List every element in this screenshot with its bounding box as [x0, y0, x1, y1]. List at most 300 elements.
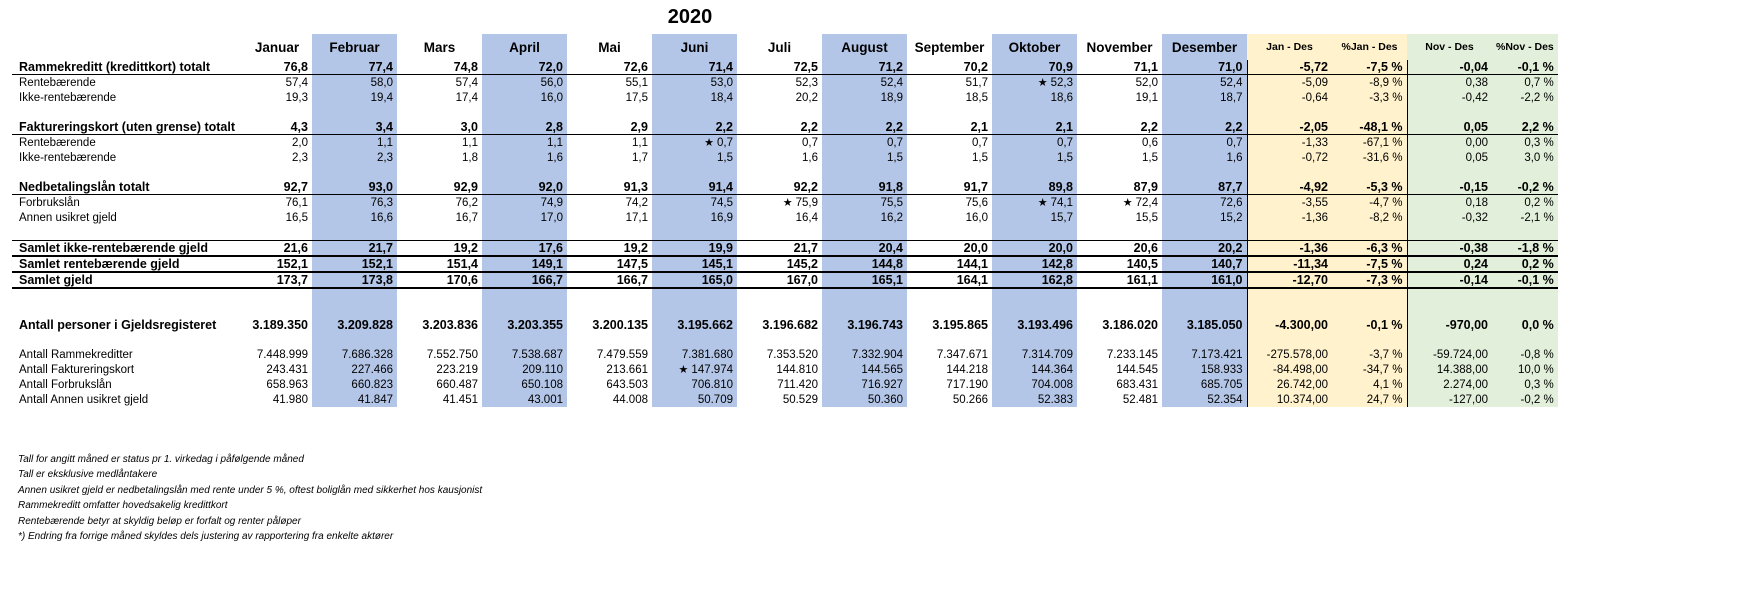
value-cell [1492, 75, 1558, 91]
value-cell [1077, 392, 1162, 407]
value-cell [1162, 135, 1247, 151]
value-cell [1162, 180, 1247, 195]
value-cell [1162, 318, 1247, 332]
table-row [12, 90, 1558, 105]
spacer-cell [907, 105, 992, 120]
value-cell [1077, 347, 1162, 362]
value-cell [1332, 392, 1407, 407]
cell-value: 18,6 [1050, 91, 1073, 104]
cell-value: 7.233.145 [1106, 348, 1158, 361]
cell-value: -275.578,00 [1266, 348, 1328, 361]
value-cell [242, 210, 312, 225]
cell-value: 1,5 [1142, 151, 1158, 164]
cell-value: -48,1 % [1359, 120, 1403, 134]
value-cell [242, 75, 312, 91]
value-cell [567, 256, 652, 272]
header-pct-nov-des: %Nov - Des [1492, 34, 1558, 60]
header-januar: Januar [254, 39, 300, 55]
cell-value: -2,05 [1299, 120, 1328, 134]
cell-value: 716.927 [861, 378, 903, 391]
value-cell [312, 180, 397, 195]
cell-value: 21,6 [283, 241, 308, 255]
value-cell [1247, 75, 1332, 91]
cell-value: 93,0 [368, 180, 393, 194]
value-cell [1492, 392, 1558, 407]
value-cell [822, 180, 907, 195]
cell-value: -970,00 [1445, 318, 1488, 332]
value-cell [567, 90, 652, 105]
table-row [12, 318, 1558, 332]
cell-value: 167,0 [786, 273, 818, 287]
value-cell [567, 150, 652, 165]
cell-value: 19,9 [708, 241, 733, 255]
spacer-cell [1162, 225, 1247, 241]
header-oktober: Oktober [992, 34, 1077, 60]
row-label: Faktureringskort (uten grense) totalt [12, 120, 242, 135]
value-cell [737, 241, 822, 257]
spacer-cell [312, 225, 397, 241]
spacer-cell [1247, 165, 1332, 180]
cell-value: 158.933 [1200, 363, 1243, 376]
cell-value: -8,9 % [1369, 76, 1403, 89]
row-label: Antall personer i Gjeldsregisteret [19, 318, 217, 332]
cell-value: 15,7 [1050, 211, 1073, 224]
cell-value: 7.353.520 [766, 348, 818, 361]
cell-value: 71,1 [1133, 60, 1158, 74]
cell-value: 16,9 [710, 211, 733, 224]
row-label: Rammekreditt (kredittkort) totalt [12, 60, 242, 75]
spacer-cell [652, 288, 737, 318]
value-cell [652, 362, 737, 377]
value-cell [312, 210, 397, 225]
footnote-line: Annen usikret gjeld er nedbetalingslån med rente under 5 %, oftest boliglån med sikkerhet hos kausjonist [18, 484, 483, 496]
value-cell [1077, 90, 1162, 105]
cell-value: 16,4 [795, 211, 818, 224]
cell-value: 3,0 [460, 120, 478, 134]
value-cell [312, 75, 397, 91]
value-cell [1247, 392, 1332, 407]
value-cell [907, 135, 992, 151]
cell-value: 144,1 [956, 257, 988, 271]
cell-value: 3,0 % [1524, 151, 1554, 164]
value-cell [907, 180, 992, 195]
table-row [12, 150, 1558, 165]
spacer-cell [1492, 225, 1558, 241]
value-cell [822, 195, 907, 211]
header-november: November [1086, 39, 1153, 55]
cell-value: 227.466 [351, 363, 393, 376]
cell-value: 0,24 [1463, 257, 1488, 271]
value-cell [397, 120, 482, 135]
table-row [12, 272, 1558, 288]
cell-value: 152,1 [361, 257, 393, 271]
spacer-cell [737, 288, 822, 318]
cell-value: 52.481 [1122, 393, 1158, 406]
spacer-cell [1077, 165, 1162, 180]
cell-value: 56,0 [540, 76, 563, 89]
cell-value: 26.742,00 [1276, 378, 1328, 391]
spacer-cell [652, 225, 737, 241]
header-august: August [822, 34, 907, 60]
spacer-cell [822, 105, 907, 120]
value-cell [1407, 150, 1492, 165]
value-cell [567, 180, 652, 195]
spacer-cell [1332, 332, 1407, 347]
value-cell [242, 90, 312, 105]
cell-value: 17,5 [625, 91, 648, 104]
cell-value: 16,7 [455, 211, 478, 224]
value-cell [652, 256, 737, 272]
value-cell [1077, 241, 1162, 257]
value-cell [482, 135, 567, 151]
footnotes [18, 452, 482, 544]
value-cell [312, 195, 397, 211]
value-cell [907, 318, 992, 332]
footnote-line: Tall for angitt måned er status pr 1. virkedag i påfølgende måned [18, 454, 304, 465]
cell-value: 145,1 [701, 257, 733, 271]
cell-value: 1,5 [972, 151, 988, 164]
cell-value: 91,7 [963, 180, 988, 194]
cell-value: 92,9 [453, 180, 478, 194]
footnote-line: *) Endring fra forrige måned skyldes dels justering av rapportering fra enkelte aktører [18, 531, 394, 543]
cell-value: 72,0 [538, 60, 563, 74]
spacer-cell [1247, 288, 1332, 318]
value-cell [652, 135, 737, 151]
cell-value: 72,6 [623, 60, 648, 74]
value-cell [397, 272, 482, 288]
value-cell [992, 256, 1077, 272]
spacer-cell [1407, 332, 1492, 347]
cell-value: 75,5 [880, 196, 903, 209]
value-cell [242, 362, 312, 377]
value-cell [482, 150, 567, 165]
row-label: Ikke-rentebærende [19, 91, 117, 104]
footnote-line: Tall er eksklusive medlåntakere [18, 469, 158, 481]
value-cell [397, 150, 482, 165]
cell-value: 21,7 [368, 241, 393, 255]
cell-value: 55,1 [625, 76, 648, 89]
table-row [12, 256, 1558, 272]
cell-value: 16,0 [965, 211, 988, 224]
value-cell [1332, 195, 1407, 211]
value-cell [397, 377, 482, 392]
cell-value: 706.810 [691, 378, 733, 391]
spacer-row [12, 288, 1558, 318]
spacer-cell [1247, 332, 1332, 347]
row-label: Ikke-rentebærende [19, 151, 117, 164]
cell-value: 1,1 [547, 136, 563, 149]
spacer-row [12, 165, 1558, 180]
cell-value: 2,1 [970, 120, 988, 134]
spacer-cell [242, 225, 312, 241]
value-cell [397, 180, 482, 195]
value-cell [567, 60, 652, 75]
table-row [12, 195, 1558, 211]
cell-value: 7.552.750 [426, 348, 478, 361]
value-cell [737, 272, 822, 288]
value-cell [482, 377, 567, 392]
cell-value: -0,32 [1461, 211, 1488, 224]
value-cell [1077, 377, 1162, 392]
value-cell [312, 347, 397, 362]
value-cell [397, 392, 482, 407]
cell-value: 3.209.828 [337, 318, 393, 332]
cell-value: 140,5 [1126, 257, 1158, 271]
cell-value: 50.709 [697, 393, 733, 406]
cell-value: 3.200.135 [592, 318, 648, 332]
value-cell [652, 60, 737, 75]
cell-value: 0,7 [1057, 136, 1073, 149]
value-cell [822, 362, 907, 377]
cell-value: 4,3 [290, 120, 308, 134]
value-cell [822, 241, 907, 257]
value-cell [1162, 362, 1247, 377]
spacer-cell [12, 165, 242, 180]
value-cell [1332, 90, 1407, 105]
cell-value: 7.173.421 [1191, 348, 1243, 361]
value-cell [482, 347, 567, 362]
cell-value: 165,1 [871, 273, 903, 287]
value-cell [242, 150, 312, 165]
cell-value: 2,2 % [1521, 120, 1554, 134]
value-cell [992, 90, 1077, 105]
year-title: 2020 [667, 6, 713, 28]
row-label: Annen usikret gjeld [19, 211, 117, 224]
spacer-cell [242, 332, 312, 347]
cell-value: 87,7 [1218, 180, 1243, 194]
cell-value: 74,1 [1050, 197, 1073, 209]
cell-value: 166,7 [616, 273, 648, 287]
cell-value: 1,8 [462, 151, 478, 164]
value-cell [1077, 256, 1162, 272]
value-cell [1332, 272, 1407, 288]
cell-value: 52.383 [1037, 393, 1073, 406]
cell-value: 0,7 [1226, 136, 1243, 149]
cell-value: 58,0 [370, 76, 393, 89]
cell-value: -0,15 [1459, 180, 1488, 194]
spacer-cell [12, 332, 242, 347]
star-icon: ★ [704, 137, 714, 149]
value-cell [1077, 135, 1162, 151]
cell-value: 0,7 [887, 136, 903, 149]
cell-value: -1,36 [1299, 241, 1328, 255]
cell-value: -0,42 [1461, 91, 1488, 104]
value-cell [1247, 362, 1332, 377]
value-cell [397, 318, 482, 332]
cell-value: -7,5 % [1366, 257, 1403, 271]
cell-value: 16,0 [540, 91, 563, 104]
cell-value: 70,9 [1048, 60, 1073, 74]
cell-value: -6,3 % [1366, 241, 1403, 255]
value-cell [242, 318, 312, 332]
spacer-cell [397, 288, 482, 318]
cell-value: -5,09 [1301, 76, 1328, 89]
cell-value: 243.431 [266, 363, 308, 376]
value-cell [737, 195, 822, 211]
value-cell [992, 347, 1077, 362]
value-cell [737, 135, 822, 151]
spacer-cell [12, 225, 242, 241]
value-cell [567, 241, 652, 257]
value-cell [312, 150, 397, 165]
value-cell [652, 347, 737, 362]
value-cell [1077, 272, 1162, 288]
cell-value: 41.980 [272, 393, 308, 406]
cell-value: 19,2 [453, 241, 478, 255]
cell-value: 71,2 [878, 60, 903, 74]
value-cell [1162, 392, 1247, 407]
value-cell [312, 318, 397, 332]
value-cell [482, 210, 567, 225]
value-cell [1077, 120, 1162, 135]
cell-value: 50.529 [782, 393, 818, 406]
value-cell [907, 362, 992, 377]
cell-value: 3.193.496 [1017, 318, 1073, 332]
cell-value: 51,7 [965, 76, 988, 89]
value-cell [1162, 377, 1247, 392]
spacer-cell [1492, 165, 1558, 180]
value-cell [482, 90, 567, 105]
cell-value: 144.810 [776, 363, 818, 376]
cell-value: 17,0 [540, 211, 563, 224]
value-cell [1162, 60, 1247, 75]
value-cell [397, 195, 482, 211]
cell-value: 41.847 [357, 393, 393, 406]
cell-value: 643.503 [606, 378, 648, 391]
cell-value: 92,2 [793, 180, 818, 194]
cell-value: -1,8 % [1517, 241, 1554, 255]
cell-value: 7.381.680 [681, 348, 733, 361]
cell-value: 16,2 [880, 211, 903, 224]
value-cell [397, 75, 482, 91]
table-row [12, 392, 1558, 407]
value-cell [652, 210, 737, 225]
header-april: April [482, 34, 567, 60]
value-cell [242, 120, 312, 135]
value-cell [822, 120, 907, 135]
value-cell [652, 318, 737, 332]
value-cell [1077, 210, 1162, 225]
header-row [12, 34, 1558, 60]
cell-value: 0,7 [802, 136, 818, 149]
cell-value: 3.196.743 [847, 318, 903, 332]
value-cell [652, 150, 737, 165]
spacer-cell [737, 105, 822, 120]
value-cell [1407, 318, 1492, 332]
value-cell [1332, 180, 1407, 195]
cell-value: 20,2 [795, 91, 818, 104]
value-cell [312, 392, 397, 407]
value-cell [482, 180, 567, 195]
cell-value: 16,5 [285, 211, 308, 224]
value-cell [992, 272, 1077, 288]
cell-value: 2,2 [1140, 120, 1158, 134]
cell-value: 3.195.865 [932, 318, 988, 332]
cell-value: -127,00 [1448, 393, 1488, 406]
row-label: Rentebærende [19, 76, 96, 89]
cell-value: 2,0 [292, 136, 308, 149]
value-cell [1162, 272, 1247, 288]
value-cell [242, 347, 312, 362]
value-cell [1492, 150, 1558, 165]
cell-value: -8,2 % [1369, 211, 1403, 224]
value-cell [242, 135, 312, 151]
header-juli: Juli [767, 39, 792, 55]
spacer-cell [397, 165, 482, 180]
value-cell [567, 392, 652, 407]
cell-value: 685.705 [1200, 378, 1243, 391]
value-cell [1247, 90, 1332, 105]
cell-value: 74,2 [625, 196, 648, 209]
value-cell [567, 195, 652, 211]
value-cell [1162, 241, 1247, 257]
value-cell [1247, 347, 1332, 362]
cell-value: -5,3 % [1366, 180, 1403, 194]
value-cell [567, 75, 652, 91]
cell-value: 3.203.836 [422, 318, 478, 332]
cell-value: -0,8 % [1520, 348, 1554, 361]
value-cell [312, 377, 397, 392]
row-label: Rentebærende [19, 136, 96, 149]
row-label: Samlet gjeld [12, 272, 242, 288]
cell-value: 145,2 [786, 257, 818, 271]
cell-value: 20,0 [1048, 241, 1073, 255]
value-cell [1162, 195, 1247, 211]
spacer-cell [652, 165, 737, 180]
debt-table [12, 34, 1558, 407]
value-cell [1332, 60, 1407, 75]
cell-value: 7.448.999 [256, 348, 308, 361]
value-cell [1247, 272, 1332, 288]
cell-value: -5,72 [1299, 60, 1328, 74]
spacer-cell [992, 105, 1077, 120]
cell-value: 75,9 [795, 197, 818, 209]
spacer-cell [1332, 288, 1407, 318]
value-cell [567, 318, 652, 332]
cell-value: -59.724,00 [1433, 348, 1488, 361]
cell-value: 161,0 [1211, 273, 1243, 287]
cell-value: -3,7 % [1369, 348, 1403, 361]
cell-value: 70,2 [963, 60, 988, 74]
value-cell [1332, 75, 1407, 91]
cell-value: 658.963 [266, 378, 308, 391]
header-pct-jan-des: %Jan - Des [1332, 34, 1407, 60]
cell-value: 2,9 [630, 120, 648, 134]
cell-value: 0,3 % [1524, 378, 1554, 391]
cell-value: 52.354 [1207, 393, 1243, 406]
cell-value: 0,2 % [1524, 196, 1554, 209]
cell-value: 76,3 [370, 196, 393, 209]
spacer-cell [1247, 105, 1332, 120]
spacer-cell [312, 332, 397, 347]
cell-value: 87,9 [1133, 180, 1158, 194]
cell-value: 0,2 % [1521, 257, 1554, 271]
spacer-cell [1407, 225, 1492, 241]
value-cell [1407, 90, 1492, 105]
value-cell [992, 362, 1077, 377]
value-cell [482, 256, 567, 272]
spacer-cell [907, 288, 992, 318]
cell-value: -3,55 [1301, 196, 1328, 209]
star-icon: ★ [1037, 197, 1048, 209]
spacer-cell [1407, 165, 1492, 180]
cell-value: 3,4 [375, 120, 393, 134]
value-cell [652, 90, 737, 105]
star-icon: ★ [1037, 77, 1048, 89]
table-row [12, 180, 1558, 195]
cell-value: 0,7 [717, 137, 733, 149]
value-cell [992, 210, 1077, 225]
